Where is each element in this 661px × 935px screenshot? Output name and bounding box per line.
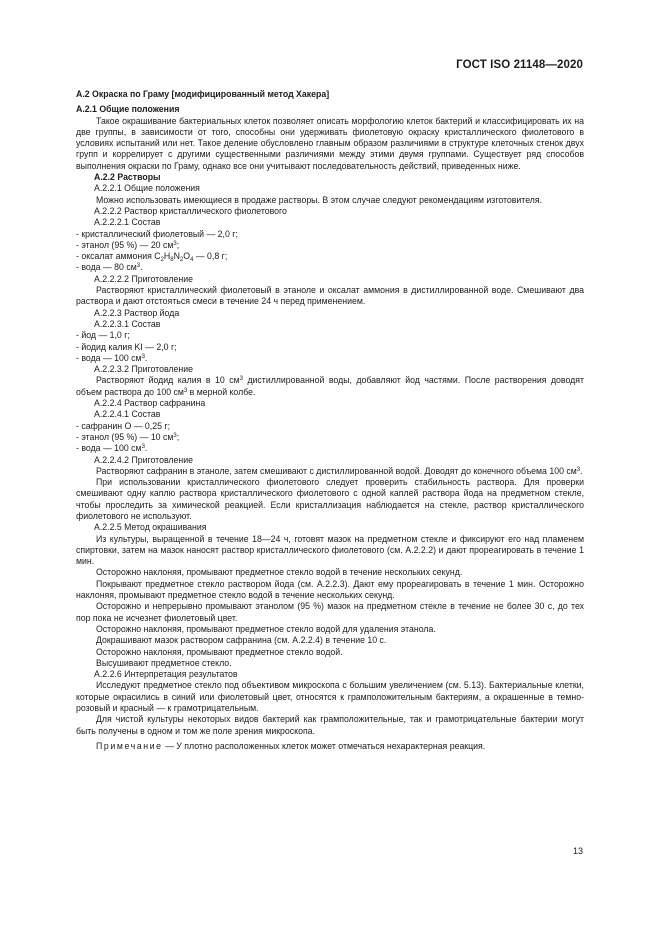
paragraph-a2242: Растворяют сафранин в этаноле, затем смешивают с дистиллированной водой. Доводят до конечного объема 100 $см^3$. bbox=[96, 465, 583, 476]
clause-a224: A.2.2.4 Раствор сафранина bbox=[94, 398, 206, 409]
section-heading-a2: A.2 Окраска по Граму [модифицированный метод Хакера] bbox=[76, 89, 330, 99]
paragraph-pure-culture: Для чистой культуры некоторых видов бактерий как грамположительные, так и грамотрицательные бактерии могут быть получены в одном и том же поле зрения микроскопа. bbox=[76, 714, 584, 736]
paragraph-general: Такое окрашивание бактериальных клеток позволяет описать морфологию клеток бактерий и классифицировать их на две группы, в зависимости от того, способны они удерживать фиолетовую окраску кристаллического фиолетового в условиях испытаний или нет. Такое деление обусловлено главным образом различиями в структуре клеточных стенок двух групп и коррелирует с другими существенными различиями между этими двумя группами. Существует ряд способов выполнения окраски по Граму, однако все они учитывают последовательность действий, приведенных ниже. bbox=[76, 115, 584, 171]
page-number: 13 bbox=[572, 846, 583, 856]
paragraph-step: Осторожно наклоняя, промывают предметное стекло водой для удаления этанола. bbox=[96, 623, 436, 634]
clause-a223: A.2.2.3 Раствор йода bbox=[94, 307, 180, 318]
paragraph-a221: Можно использовать имеющиеся в продаже растворы. В этом случае следуют рекомендациям изготовителя. bbox=[96, 194, 543, 205]
clause-a2232: A.2.2.3.2 Приготовление bbox=[94, 364, 193, 375]
clause-a2231: A.2.2.3.1 Состав bbox=[94, 318, 161, 329]
paragraph-step: Из культуры, выращенной в течение 18—24 ч, готовят мазок на предметном стекле и фиксируют его над пламенем спиртовки, затем на мазок наносят раствор кристаллического фиолетового (см. A.2.2.2) и дают прореагировать в течение 1 мин. bbox=[76, 533, 584, 567]
paragraph-interpretation: Исследуют предметное стекло под объективом микроскопа с большим увеличением (см. 5.13). Бактериальные клетки, которые окрасились в синий или фиолетовый цвет, относятся к грамположительным бактериям, а окрашенные в темно-розовый и красный — к грамотрицательным. bbox=[76, 680, 584, 714]
paragraph-step: Покрывают предметное стекло раствором йода (см. A.2.2.3). Дают ему прореагировать в течение 1 мин. Осторожно наклоняя, промывают предметное стекло водой в течение нескольких секунд. bbox=[76, 578, 584, 601]
paragraph-step: Докрашивают мазок раствором сафранина (см. A.2.2.4) в течение 10 с. bbox=[96, 635, 387, 646]
list-item: - вода — 100 $см^3$. bbox=[76, 352, 148, 363]
clause-a225: A.2.2.5 Метод окрашивания bbox=[94, 522, 207, 533]
clause-a226: A.2.2.6 Интерпретация результатов bbox=[94, 669, 238, 680]
list-item: - этанол (95 %) — 10 $см^3$; bbox=[76, 431, 180, 442]
list-item: - кристаллический фиолетовый — 2,0 г; bbox=[76, 228, 238, 239]
paragraph-a2222: Растворяют кристаллический фиолетовый в этаноле и оксалат аммония в дистиллированной воде. Смешивают два раствора и дают отстояться смеси в течение 24 ч перед применением. bbox=[76, 285, 584, 307]
clause-a2241: A.2.2.4.1 Состав bbox=[94, 409, 161, 420]
list-item: - этанол (95 %) — 20 $см^3$; bbox=[76, 239, 180, 250]
clause-a2222: A.2.2.2.2 Приготовление bbox=[94, 273, 193, 284]
note-text: — У плотно расположенных клеток может отмечаться нехарактерная реакция. bbox=[162, 740, 486, 751]
subsection-heading-a21: A.2.1 Общие положения bbox=[76, 104, 180, 115]
list-item: - йод — 1,0 г; bbox=[76, 330, 130, 341]
note-label: Примечание bbox=[96, 740, 163, 751]
list-item: - йодид калия KI — 2,0 г; bbox=[76, 341, 177, 352]
paragraph-step: Высушивают предметное стекло. bbox=[96, 657, 232, 668]
document-body bbox=[76, 89, 584, 752]
document-standard-id: ГОСТ ISO 21148—2020 bbox=[456, 59, 583, 71]
clause-a2242: A.2.2.4.2 Приготовление bbox=[94, 454, 193, 465]
list-item: - сафранин O — 0,25 г; bbox=[76, 420, 171, 431]
clause-a221: A.2.2.1 Общие положения bbox=[94, 183, 200, 194]
list-item: - вода — 100 $см^3$. bbox=[76, 443, 148, 454]
clause-a222: A.2.2.2 Раствор кристаллического фиолетового bbox=[94, 205, 287, 216]
list-item: - вода — 80 $см^3$. bbox=[76, 262, 143, 273]
paragraph-step: Осторожно наклоняя, промывают предметное стекло водой. bbox=[96, 646, 343, 657]
paragraph-stability-check: При использовании кристаллического фиолетового следует проверить стабильность раствора. Для проверки смешивают одну каплю раствора кристаллического фиолетового с одной каплей раствора йода на предметном стекле, чтобы проследить за химической реакцией. Если кристаллизация наблюдается на стекле, раствор кристаллического фиолетового не используют. bbox=[76, 477, 584, 521]
note bbox=[76, 741, 584, 752]
paragraph-step: Осторожно наклоняя, промывают предметное стекло водой в течение нескольких секунд. bbox=[96, 567, 463, 578]
paragraph-a2232: Растворяют йодид калия в 10 $см^3$ дистиллированной воды, добавляют йод частями. После растворения доводят объем раствора до 100 $см^3$ в мерной колбе. bbox=[76, 375, 584, 397]
subsection-heading-a22: A.2.2 Растворы bbox=[94, 172, 161, 183]
clause-a2221: A.2.2.2.1 Состав bbox=[94, 217, 161, 228]
paragraph-step: Осторожно и непрерывно промывают этанолом (95 %) мазок на предметном стекле в течение не более 30 с, до тех пор пока не исчезнет фиолетовый цвет. bbox=[76, 601, 584, 623]
list-item: - оксалат аммония $C_2H_8N_2O_4$ — 0,8 г; bbox=[76, 251, 228, 264]
